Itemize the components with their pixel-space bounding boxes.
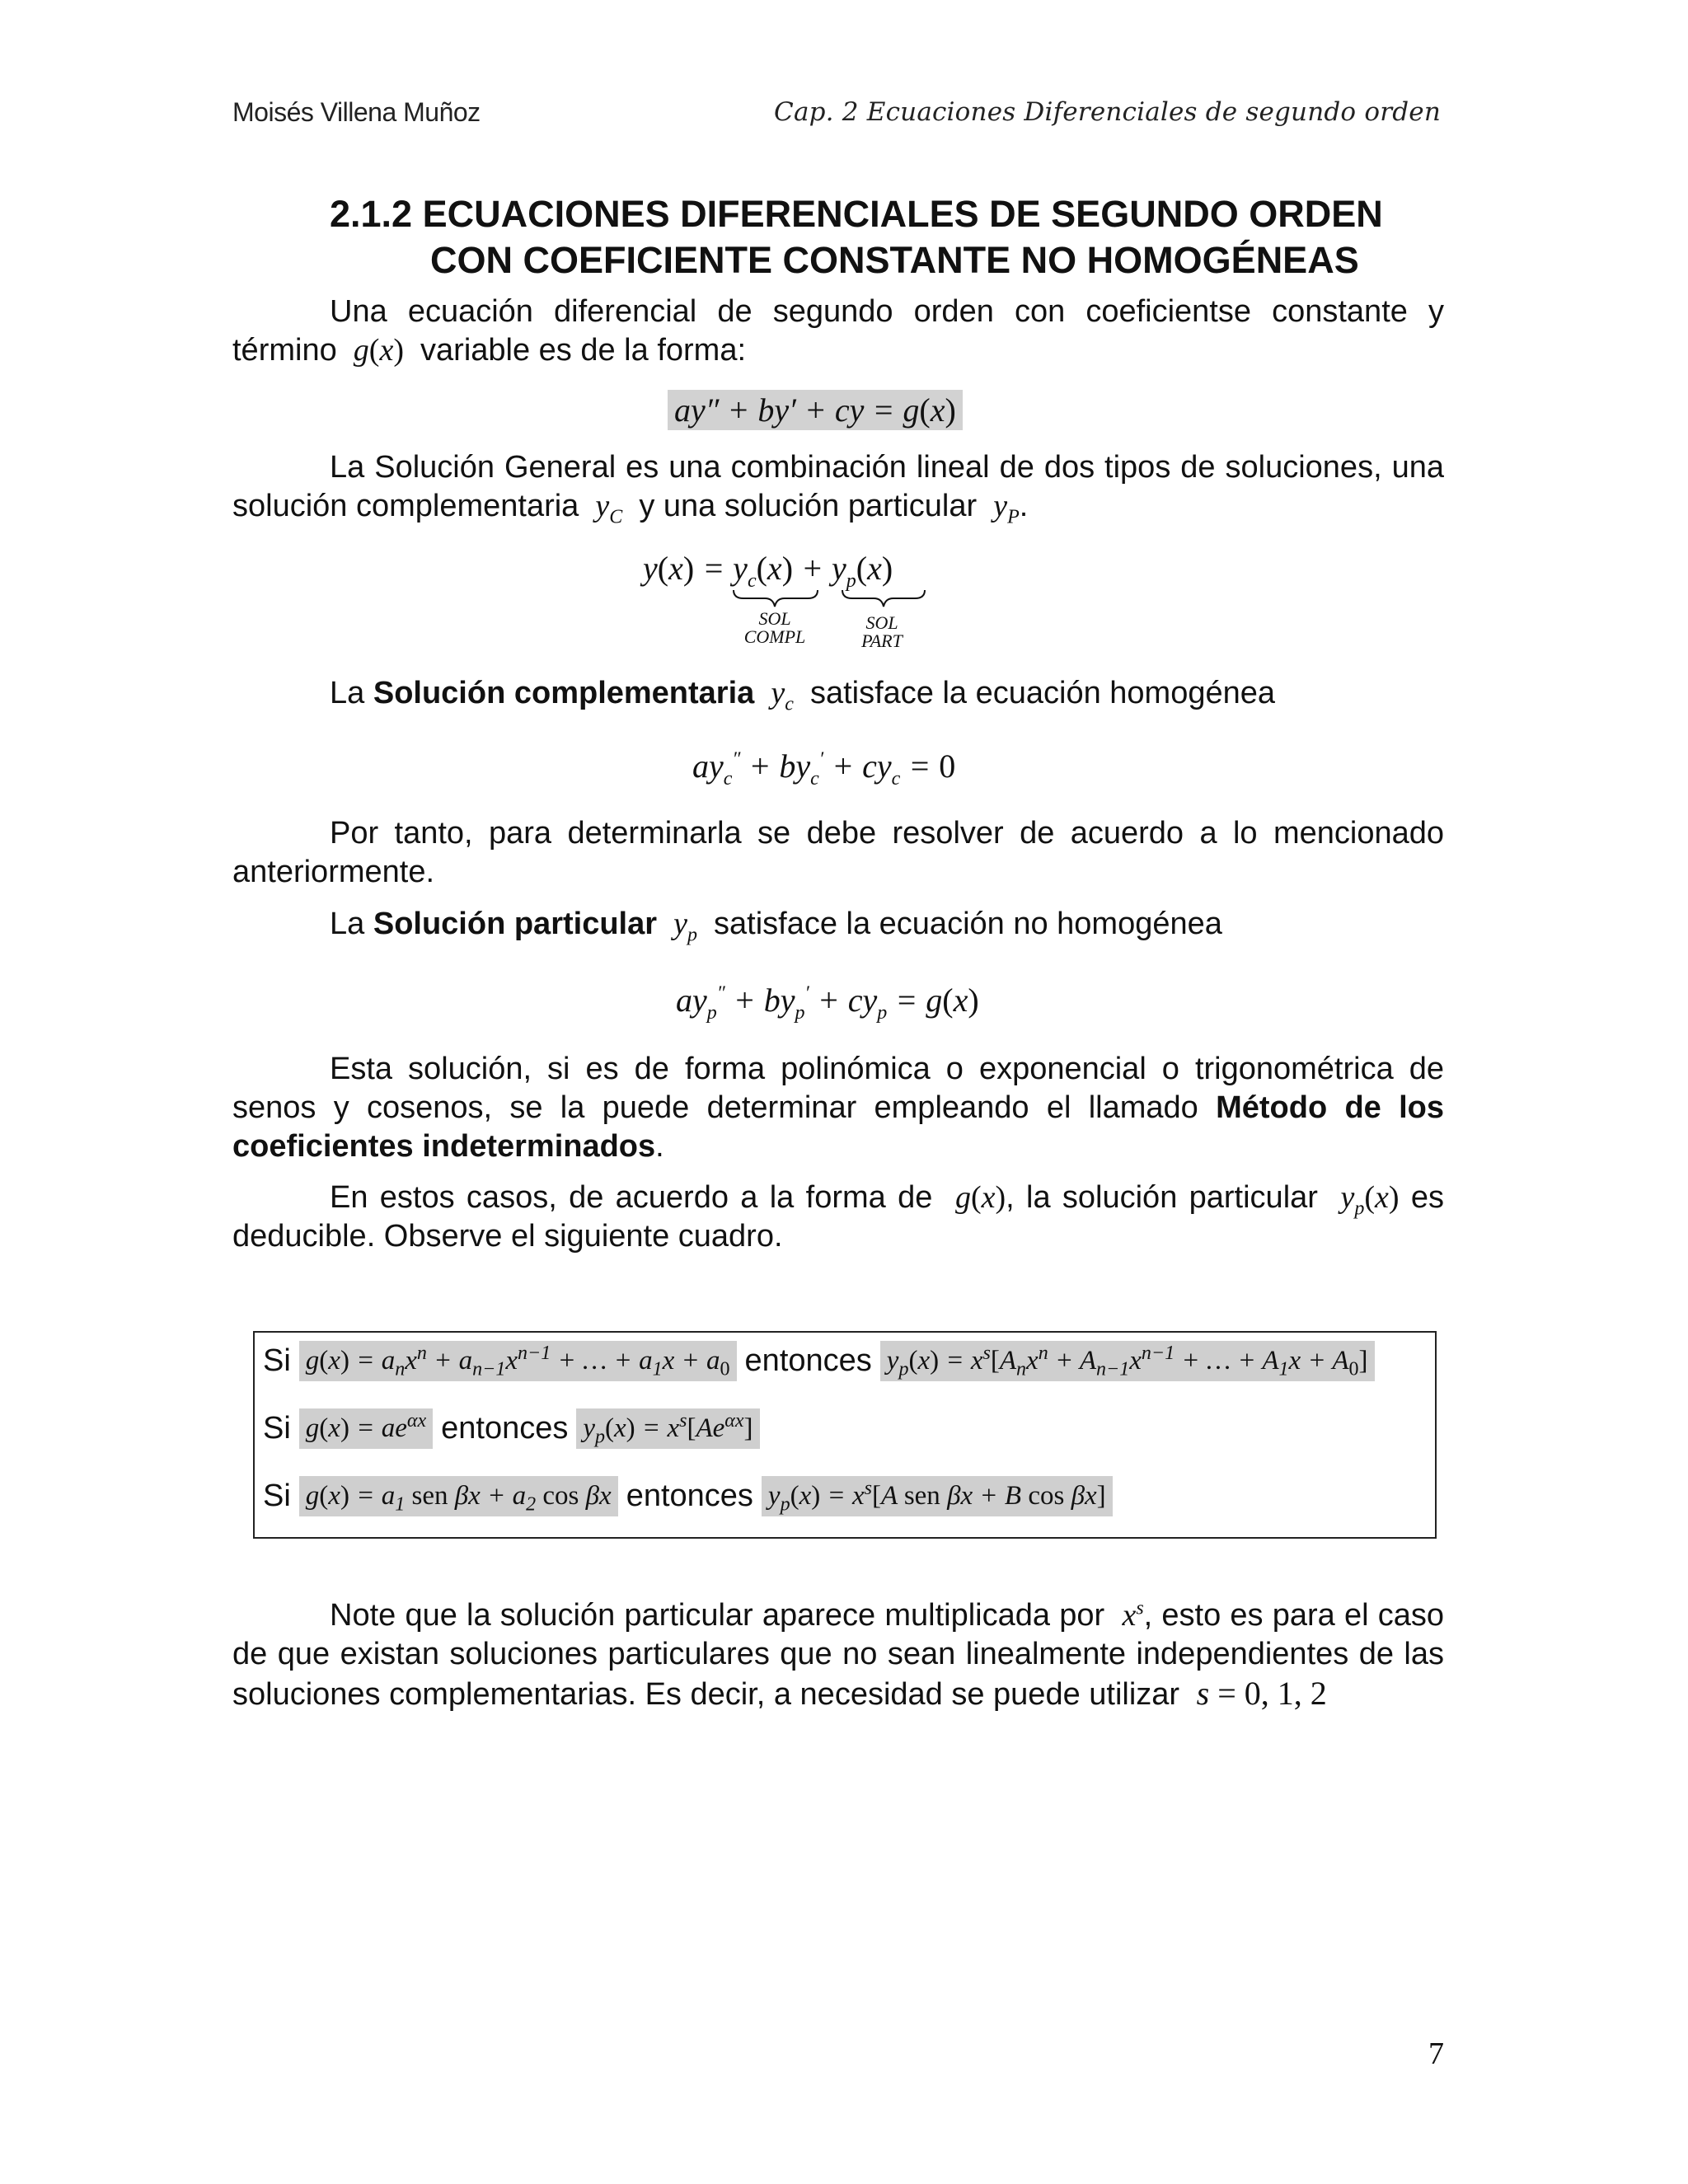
section-title [232,191,1444,284]
paragraph-complementary [232,674,1444,713]
paragraph-cases-text-b: , la solución particular [1006,1180,1318,1215]
math-yp: $y_P$ [985,489,1020,528]
equation-nonhomogeneous: $ay_p'' + by_p' + cy_p = g(x)$ [676,982,979,1024]
cases-row-exponential [263,1408,768,1449]
formula-g-exponential: $g(x) = ae^{\alpha x}$ [299,1408,433,1449]
paragraph-particular-text-a: La [330,907,365,941]
page-number: 7 [1428,2036,1444,2071]
paragraph-method: Esta solución, si es de forma polinómica o exponencial o trigonométrica de senos y cosenos, se la puede determinar empleando el llamado Método de los coeficientes indeterminados. [232,1052,1444,1164]
paragraph-cases [232,1179,1444,1256]
math-yc-lower: $y_c$ [762,676,794,715]
formula-g-trigonometric: $g(x) = a_1$ sen $\beta x + a_2$ cos βx [299,1476,618,1516]
underbrace-label-part [832,614,931,650]
paragraph-method-text: Esta solución, si es de forma polinómica o exponencial o trigonométrica de senos y cosenos, se la puede determinar empleando el llamado [232,1052,1444,1125]
equation-homogeneous: $ay_c'' + by_c' + cy_c = 0$ [692,748,956,790]
cases-row-polynomial [263,1341,1383,1381]
paragraph-complementary-text-a: La [330,676,365,710]
paragraph-general-solution-text-b: y una solución particular [639,489,978,523]
math-g-of-x-2: g(x) [944,1180,1006,1215]
equation-general-form-box: ay″ + by′ + cy = g(x) [668,390,963,430]
paragraph-cases-text-c: es deducible. Observe el siguiente cuadro. [232,1180,1445,1254]
cases-table [253,1331,1437,1539]
cases-row-entonces: entonces [744,1343,872,1378]
equation-general-form [668,391,963,429]
underbrace-label-compl [725,610,824,646]
underbrace-label-part-bottom: PART [861,630,903,651]
math-yc: $y_C$ [587,489,623,528]
paragraph-complementary-bold: Solución complementaria [373,676,755,710]
formula-yp-polynomial: $y_p(x) = x^s[A_nx^n + A_{n-1}x^{n-1}$ + … + $A_1x + A_0$] [880,1341,1375,1381]
math-x-to-s: $x^s$ [1114,1597,1144,1633]
math-s-values: s = 0, 1, 2 [1188,1675,1327,1712]
underbrace-label-part-top: SOL [865,612,898,633]
underbrace-label-compl-top: SOL [758,608,791,629]
section-title-line1: 2.1.2 ECUACIONES DIFERENCIALES DE SEGUNDO ORDEN [330,193,1383,235]
math-yp-of-x: $y_p(x)$ [1329,1180,1400,1220]
paragraph-complementary-text-b: satisface la ecuación homogénea [809,676,1275,710]
paragraph-general-solution-text-a: La Solución General es una combinación lineal de dos tipos de soluciones, una solución complementaria [232,450,1444,523]
formula-g-polynomial: $g(x) = a_nx^n + a_{n-1}x^{n-1}$ + … + $a_1x + a_0$ [299,1341,737,1381]
section-title-line2: CON COEFICIENTE CONSTANTE NO HOMOGÉNEAS [430,239,1359,281]
paragraph-intro [232,293,1444,370]
cases-row-si: Si [263,1343,291,1378]
paragraph-intro-text-a: Una ecuación diferencial de segundo orden con coeficientse constante y término [232,294,1444,368]
paragraph-intro-text-b: variable es de la forma: [420,333,747,368]
paragraph-general-solution: La Solución General es una combinación lineal de dos tipos de soluciones, una solución complementaria $y_C$ y una solución particular $y_P$. [232,450,1444,528]
running-header-chapter: Cap. 2 Ecuaciones Diferenciales de segundo orden [774,97,1441,127]
paragraph-particular [232,905,1444,944]
paragraph-therefore: Por tanto, para determinarla se debe resolver de acuerdo a lo mencionado anteriormente. [232,816,1444,889]
paragraph-particular-bold: Solución particular [373,907,658,941]
cases-row-si: Si [263,1411,291,1446]
paragraph-note [232,1596,1444,1714]
underbrace-label-compl-bottom: COMPL [743,626,806,647]
paragraph-note-text-b: , esto es para el caso de que existan soluciones particulares que no sean linealmente independientes de las soluciones complementarias. Es decir, a necesidad se puede utilizar [232,1598,1444,1712]
cases-row-si: Si [263,1479,291,1513]
paragraph-note-text-a: Note que la solución particular aparece multiplicada por [330,1598,1105,1633]
formula-yp-trigonometric: $y_p(x) = x^s[A$ sen βx + B cos βx] [762,1476,1113,1516]
math-yp-lower: $y_p$ [665,907,697,946]
equation-solution-sum: $y(x) = y_c(x) + y_p(x)$ [643,550,893,592]
cases-row-entonces: entonces [626,1479,753,1513]
math-g-of-x: g(x) [345,333,404,368]
cases-row-trigonometric [263,1476,1121,1516]
cases-row-entonces: entonces [441,1411,569,1446]
paragraph-method-bold: Método de los coeficientes indeterminados [232,1090,1444,1164]
formula-yp-exponential: $y_p(x) = x^s[Ae^{\alpha x}]$ [576,1408,759,1449]
paragraph-cases-text-a: En estos casos, de acuerdo a la forma de [330,1180,933,1215]
running-header-author: Moisés Villena Muñoz [232,97,481,127]
paragraph-particular-text-b: satisface la ecuación no homogénea [714,907,1222,941]
